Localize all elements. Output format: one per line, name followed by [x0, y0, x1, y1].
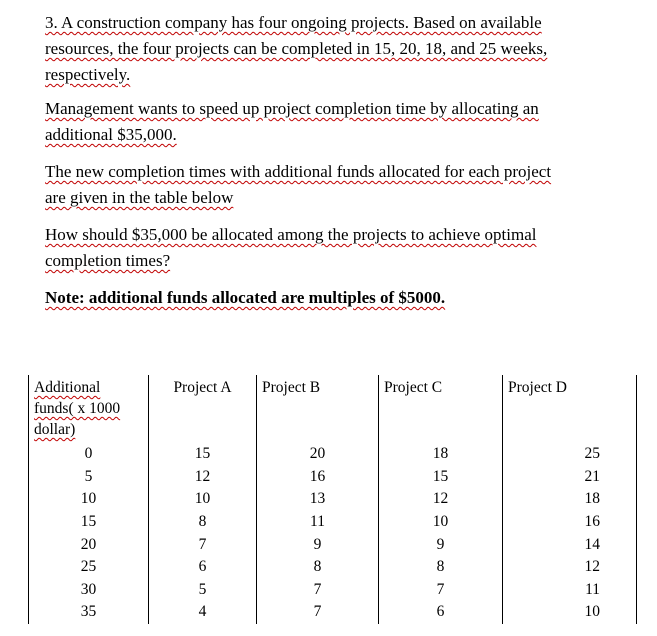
cell-project-a: 15 [149, 443, 257, 466]
cell-project-c: 10 [379, 511, 503, 534]
cell-funds: 30 [29, 579, 149, 602]
cell-funds: 10 [29, 488, 149, 511]
cell-funds: 0 [29, 443, 149, 466]
cell-project-a: 10 [149, 488, 257, 511]
header-project-b: Project B [257, 375, 379, 443]
cell-funds: 25 [29, 556, 149, 579]
problem-management: Management wants to speed up project completion time by allocating an additional $35,000. [45, 99, 539, 144]
header-project-c: Project C [379, 375, 503, 443]
table-body [29, 443, 637, 624]
problem-intro: 3. A construction company has four ongoing projects. Based on available resources, the four projects can be completed in 15, 20, 18, and 25 weeks, respectively. [45, 13, 548, 84]
cell-project-d: 11 [503, 579, 637, 602]
cell-project-a: 7 [149, 533, 257, 556]
cell-project-b: 7 [257, 601, 379, 624]
cell-funds: 5 [29, 466, 149, 489]
cell-project-d: 21 [503, 466, 637, 489]
cell-project-c: 7 [379, 579, 503, 602]
cell-funds: 20 [29, 533, 149, 556]
table-row [29, 533, 637, 556]
cell-project-a: 4 [149, 601, 257, 624]
cell-funds: 15 [29, 511, 149, 534]
table-header-row [29, 375, 637, 443]
cell-project-b: 16 [257, 466, 379, 489]
cell-project-c: 18 [379, 443, 503, 466]
cell-project-d: 16 [503, 511, 637, 534]
header-project-d: Project D [503, 375, 637, 443]
problem-new-times: The new completion times with additional funds allocated for each project are given in the table below [45, 162, 552, 207]
cell-project-c: 8 [379, 556, 503, 579]
table-row [29, 511, 637, 534]
table-row [29, 443, 637, 466]
cell-project-d: 10 [503, 601, 637, 624]
cell-project-b: 9 [257, 533, 379, 556]
cell-project-c: 6 [379, 601, 503, 624]
cell-project-b: 11 [257, 511, 379, 534]
cell-project-d: 25 [503, 443, 637, 466]
cell-project-b: 7 [257, 579, 379, 602]
problem-statement [45, 10, 565, 322]
cell-project-d: 14 [503, 533, 637, 556]
header-additional-funds: Additional funds( x 1000 dollar) [29, 375, 149, 443]
cell-funds: 35 [29, 601, 149, 624]
problem-note: Note: additional funds allocated are multiples of $5000. [45, 288, 446, 307]
cell-project-b: 20 [257, 443, 379, 466]
table-row [29, 556, 637, 579]
cell-project-a: 6 [149, 556, 257, 579]
table-row [29, 488, 637, 511]
cell-project-b: 8 [257, 556, 379, 579]
table-row [29, 579, 637, 602]
cell-project-d: 18 [503, 488, 637, 511]
problem-question: How should $35,000 be allocated among the projects to achieve optimal completion times? [45, 225, 537, 270]
table-row [29, 466, 637, 489]
header-project-a: Project A [149, 375, 257, 443]
cell-project-c: 12 [379, 488, 503, 511]
cell-project-c: 15 [379, 466, 503, 489]
table-row [29, 601, 637, 624]
cell-project-b: 13 [257, 488, 379, 511]
funds-table [28, 375, 637, 624]
cell-project-d: 12 [503, 556, 637, 579]
cell-project-a: 5 [149, 579, 257, 602]
cell-project-a: 8 [149, 511, 257, 534]
cell-project-c: 9 [379, 533, 503, 556]
cell-project-a: 12 [149, 466, 257, 489]
